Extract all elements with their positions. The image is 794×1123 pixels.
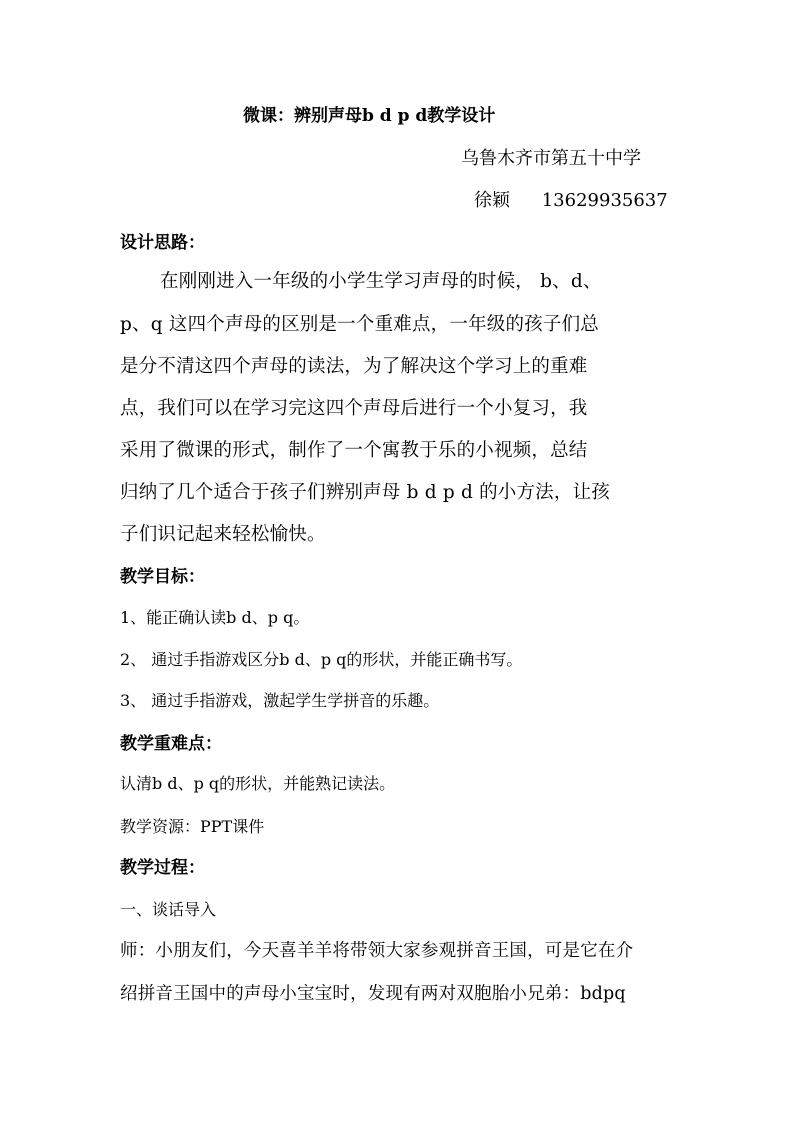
document-title: 微课：辨别声母b d p d教学设计	[243, 106, 496, 126]
goals-heading: 教学目标：	[120, 567, 205, 587]
author-phone: 13629935637	[541, 190, 668, 211]
school-name: 乌鲁木齐市第五十中学	[461, 148, 641, 169]
design-heading: 设计思路：	[120, 233, 205, 253]
author-line	[474, 189, 668, 213]
design-paragraph-line: 采用了微课的形式，制作了一个寓教于乐的小视频，总结	[120, 440, 588, 461]
design-paragraph-line: 在刚刚进入一年级的小学生学习声母的时候， b、d、	[160, 271, 602, 292]
resources-text: 教学资源：PPT课件	[120, 817, 265, 836]
goal-item: 2、 通过手指游戏区分b d、p q的形状，并能正确书写。	[120, 650, 523, 669]
key-points-heading: 教学重难点：	[120, 734, 222, 754]
design-paragraph-line: 点，我们可以在学习完这四个声母后进行一个小复习，我	[120, 398, 588, 419]
process-section-title: 一、谈话导入	[120, 900, 217, 919]
process-heading: 教学过程：	[120, 858, 205, 878]
design-paragraph-line: 是分不清这四个声母的读法，为了解决这个学习上的重难	[120, 356, 588, 377]
goal-item: 1、能正确认读b d、p q。	[120, 608, 310, 627]
design-paragraph-line: 归纳了几个适合于孩子们辨别声母 b d p d 的小方法，让孩	[120, 482, 610, 503]
author-name: 徐颖	[474, 190, 510, 211]
key-points-text: 认清b d、p q的形状，并能熟记读法。	[120, 774, 396, 793]
process-line: 师：小朋友们，今天喜羊羊将带领大家参观拼音王国，可是它在介	[120, 941, 634, 961]
process-line: 绍拼音王国中的声母小宝宝时，发现有两对双胞胎小兄弟：bdpq	[120, 984, 626, 1004]
design-paragraph-line: p、q 这四个声母的区别是一个重难点，一年级的孩子们总	[120, 314, 599, 335]
design-paragraph-line: 子们识记起来轻松愉快。	[120, 524, 326, 545]
goal-item: 3、 通过手指游戏，激起学生学拼音的乐趣。	[120, 691, 440, 710]
